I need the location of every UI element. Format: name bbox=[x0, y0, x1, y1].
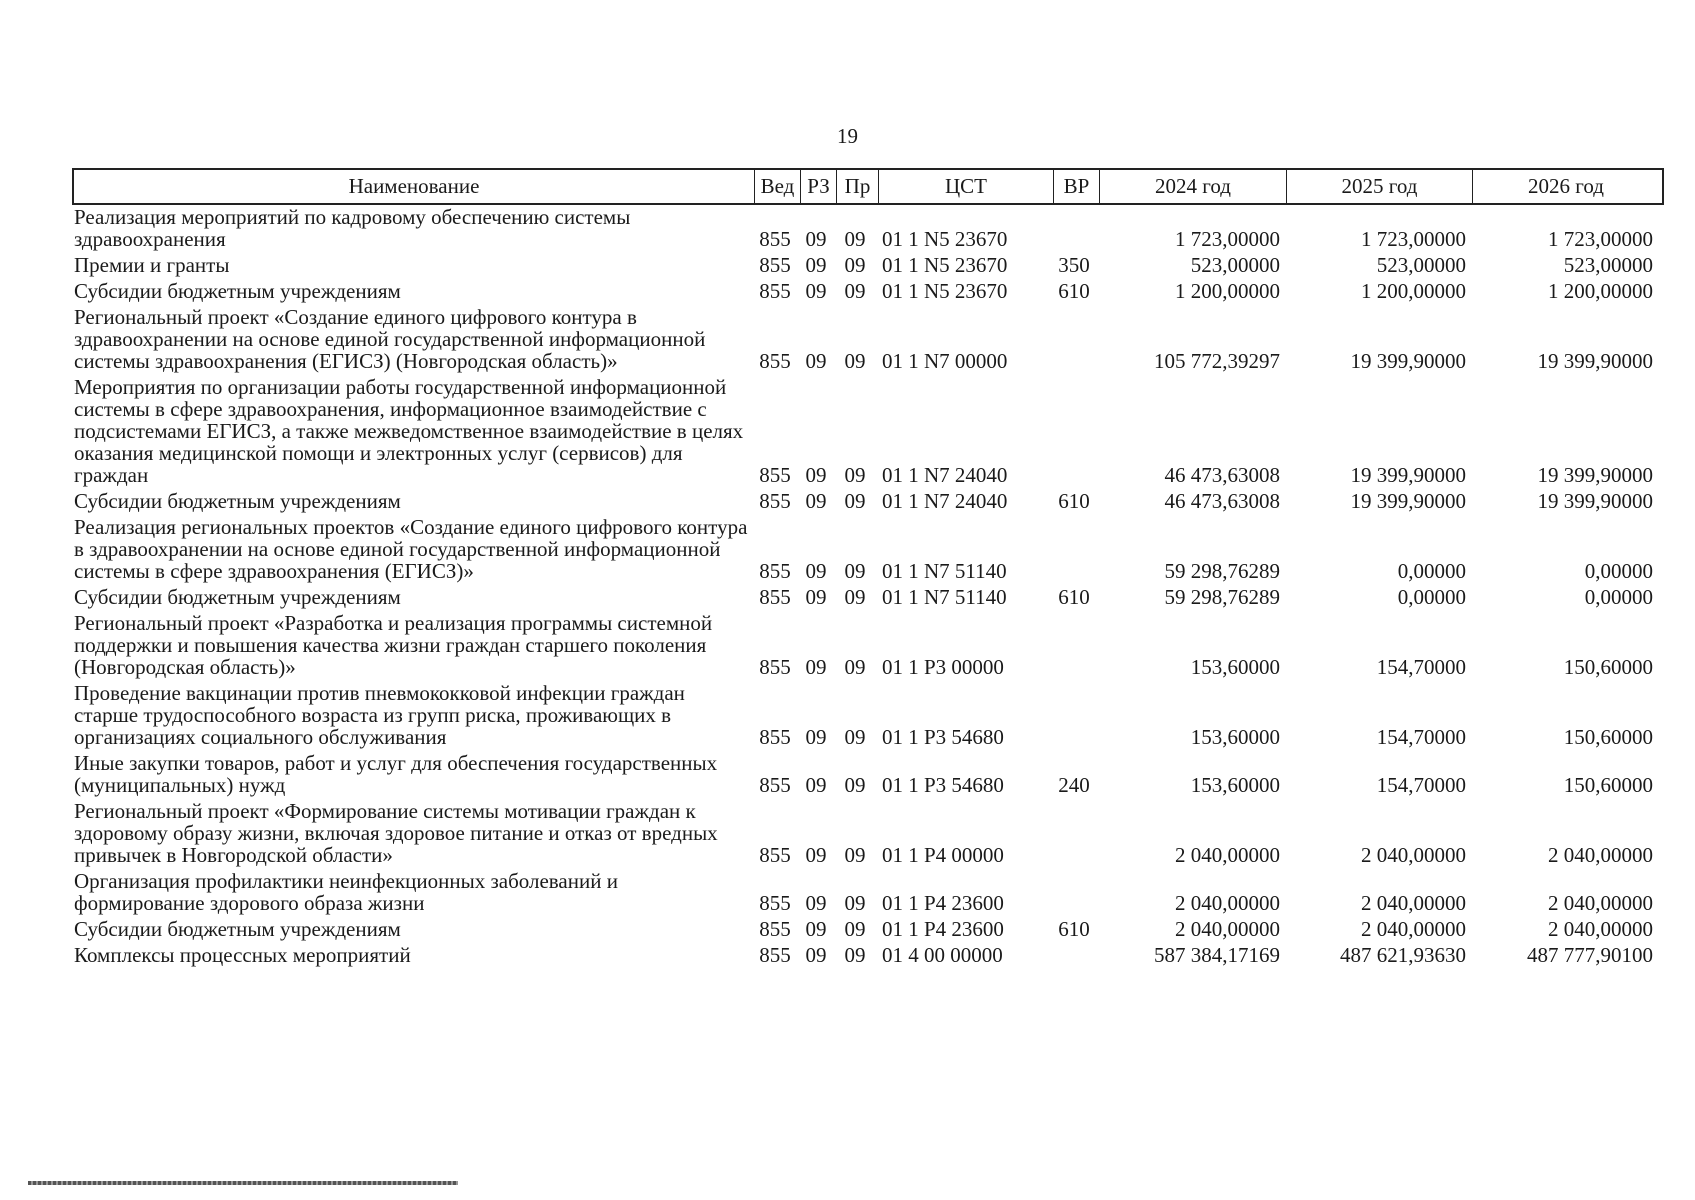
row-pr: 09 bbox=[844, 489, 866, 513]
row-vr: 610 bbox=[1058, 489, 1090, 513]
row-pr: 09 bbox=[844, 917, 866, 941]
row-ved: 855 bbox=[759, 843, 791, 867]
row-2026: 2 040,00000 bbox=[1548, 891, 1653, 915]
row-rz: 09 bbox=[805, 489, 827, 513]
row-2025: 523,00000 bbox=[1376, 253, 1466, 277]
row-vr bbox=[1051, 612, 1097, 678]
row-rz: 09 bbox=[805, 253, 827, 277]
table-row bbox=[72, 612, 1664, 678]
row-pr: 09 bbox=[844, 725, 866, 749]
header-vr: ВР bbox=[1053, 170, 1099, 203]
row-rz: 09 bbox=[805, 943, 827, 967]
row-ved: 855 bbox=[759, 489, 791, 513]
row-2026: 19 399,90000 bbox=[1537, 463, 1653, 487]
row-rz: 09 bbox=[805, 227, 827, 251]
table-row bbox=[72, 586, 1664, 608]
row-rz: 09 bbox=[805, 773, 827, 797]
row-2025: 0,00000 bbox=[1397, 585, 1466, 609]
row-ved: 855 bbox=[759, 585, 791, 609]
row-2026: 487 777,90100 bbox=[1527, 943, 1653, 967]
row-2025: 154,70000 bbox=[1376, 773, 1466, 797]
header-2024: 2024 год bbox=[1099, 170, 1286, 203]
row-pr: 09 bbox=[844, 655, 866, 679]
row-ved: 855 bbox=[759, 655, 791, 679]
row-cst: 01 1 N7 00000 bbox=[882, 349, 1008, 373]
row-2024: 523,00000 bbox=[1190, 253, 1280, 277]
row-rz: 09 bbox=[805, 891, 827, 915]
row-2024: 1 723,00000 bbox=[1175, 227, 1280, 251]
row-ved: 855 bbox=[759, 559, 791, 583]
table-header bbox=[72, 168, 1664, 205]
table-row bbox=[72, 944, 1664, 966]
row-2025: 487 621,93630 bbox=[1340, 943, 1466, 967]
row-cst: 01 1 P4 23600 bbox=[882, 891, 1004, 915]
row-ved: 855 bbox=[759, 253, 791, 277]
row-2024: 46 473,63008 bbox=[1164, 489, 1280, 513]
row-pr: 09 bbox=[844, 891, 866, 915]
row-2025: 19 399,90000 bbox=[1350, 489, 1466, 513]
row-cst: 01 4 00 00000 bbox=[882, 943, 1003, 967]
row-name: Региональный проект «Разработка и реализация программы системной поддержки и повышения качества жизни граждан старшего поколения (Новгородская область)» bbox=[74, 611, 713, 679]
budget-table bbox=[72, 168, 1664, 966]
row-name: Комплексы процессных мероприятий bbox=[74, 943, 411, 967]
table-row bbox=[72, 254, 1664, 276]
row-vr bbox=[1051, 944, 1097, 966]
row-rz: 09 bbox=[805, 349, 827, 373]
row-2024: 2 040,00000 bbox=[1175, 891, 1280, 915]
row-pr: 09 bbox=[844, 463, 866, 487]
row-cst: 01 1 N7 24040 bbox=[882, 463, 1008, 487]
row-vr: 350 bbox=[1058, 253, 1090, 277]
row-name: Субсидии бюджетным учреждениям bbox=[74, 917, 401, 941]
row-vr bbox=[1051, 870, 1097, 914]
row-pr: 09 bbox=[844, 227, 866, 251]
header-2026: 2026 год bbox=[1472, 170, 1659, 203]
row-ved: 855 bbox=[759, 463, 791, 487]
row-2024: 46 473,63008 bbox=[1164, 463, 1280, 487]
row-name: Региональный проект «Создание единого цифрового контура в здравоохранении на основе единой государственной информационной системы здравоохранения (ЕГИСЗ) (Новгородская область)» bbox=[74, 305, 706, 373]
row-name: Субсидии бюджетным учреждениям bbox=[74, 279, 401, 303]
row-vr bbox=[1051, 800, 1097, 866]
row-cst: 01 1 P3 54680 bbox=[882, 725, 1004, 749]
row-pr: 09 bbox=[844, 349, 866, 373]
header-pr: Пр bbox=[836, 170, 878, 203]
row-pr: 09 bbox=[844, 559, 866, 583]
row-pr: 09 bbox=[844, 585, 866, 609]
row-name: Мероприятия по организации работы государственной информационной системы в сфере здравоохранения, информационное взаимодействие с подсистемами ЕГИСЗ, а также межведомственное взаимодействие в целях оказания медицинской помощи и электронных услуг (сервисов) для граждан bbox=[74, 375, 744, 487]
header-name: Наименование bbox=[348, 174, 480, 198]
row-2024: 153,60000 bbox=[1190, 655, 1280, 679]
table-row bbox=[72, 206, 1664, 250]
row-2026: 150,60000 bbox=[1563, 773, 1653, 797]
row-2026: 150,60000 bbox=[1563, 655, 1653, 679]
row-2026: 19 399,90000 bbox=[1537, 489, 1653, 513]
row-cst: 01 1 N5 23670 bbox=[882, 227, 1008, 251]
row-name: Проведение вакцинации против пневмококковой инфекции граждан старше трудоспособного возраста из групп риска, проживающих в организациях социального обслуживания bbox=[74, 681, 685, 749]
row-2024: 153,60000 bbox=[1190, 725, 1280, 749]
row-rz: 09 bbox=[805, 585, 827, 609]
row-name: Реализация мероприятий по кадровому обеспечению системы здравоохранения bbox=[74, 205, 631, 251]
row-2025: 19 399,90000 bbox=[1350, 463, 1466, 487]
row-2024: 2 040,00000 bbox=[1175, 917, 1280, 941]
row-name: Субсидии бюджетным учреждениям bbox=[74, 585, 401, 609]
header-cst: ЦСТ bbox=[878, 170, 1053, 203]
row-2026: 2 040,00000 bbox=[1548, 917, 1653, 941]
table-row bbox=[72, 490, 1664, 512]
row-cst: 01 1 P4 00000 bbox=[882, 843, 1004, 867]
row-2026: 19 399,90000 bbox=[1537, 349, 1653, 373]
table-row bbox=[72, 280, 1664, 302]
row-2024: 59 298,76289 bbox=[1164, 559, 1280, 583]
table-row bbox=[72, 376, 1664, 486]
table-body bbox=[72, 206, 1664, 966]
row-pr: 09 bbox=[844, 943, 866, 967]
row-pr: 09 bbox=[844, 279, 866, 303]
header-ved: Вед bbox=[754, 170, 800, 203]
row-2024: 587 384,17169 bbox=[1154, 943, 1280, 967]
row-2025: 1 200,00000 bbox=[1361, 279, 1466, 303]
row-2024: 59 298,76289 bbox=[1164, 585, 1280, 609]
row-vr bbox=[1051, 206, 1097, 250]
row-name: Региональный проект «Формирование системы мотивации граждан к здоровому образу жизни, включая здоровое питание и отказ от вредных привычек в Новгородской области» bbox=[74, 799, 718, 867]
row-ved: 855 bbox=[759, 917, 791, 941]
row-ved: 855 bbox=[759, 891, 791, 915]
row-vr bbox=[1051, 306, 1097, 372]
scan-edge-line bbox=[28, 1181, 458, 1185]
row-cst: 01 1 P3 00000 bbox=[882, 655, 1004, 679]
row-cst: 01 1 N7 51140 bbox=[882, 559, 1007, 583]
row-2026: 1 723,00000 bbox=[1548, 227, 1653, 251]
row-pr: 09 bbox=[844, 773, 866, 797]
row-2024: 105 772,39297 bbox=[1154, 349, 1280, 373]
row-vr: 610 bbox=[1058, 917, 1090, 941]
row-ved: 855 bbox=[759, 773, 791, 797]
row-2026: 2 040,00000 bbox=[1548, 843, 1653, 867]
row-vr bbox=[1051, 682, 1097, 748]
row-vr: 610 bbox=[1058, 585, 1090, 609]
row-ved: 855 bbox=[759, 725, 791, 749]
row-rz: 09 bbox=[805, 917, 827, 941]
row-rz: 09 bbox=[805, 725, 827, 749]
row-cst: 01 1 N5 23670 bbox=[882, 279, 1008, 303]
table-row bbox=[72, 306, 1664, 372]
row-vr: 610 bbox=[1058, 279, 1090, 303]
row-2026: 523,00000 bbox=[1563, 253, 1653, 277]
row-name: Субсидии бюджетным учреждениям bbox=[74, 489, 401, 513]
row-2024: 2 040,00000 bbox=[1175, 843, 1280, 867]
row-name: Реализация региональных проектов «Создание единого цифрового контура в здравоохранении на основе единой государственной информационной системы в сфере здравоохранения (ЕГИСЗ)» bbox=[74, 515, 748, 583]
page-number: 19 bbox=[837, 124, 858, 148]
row-name: Организация профилактики неинфекционных заболеваний и формирование здорового образа жизни bbox=[74, 869, 618, 915]
row-rz: 09 bbox=[805, 279, 827, 303]
row-2024: 1 200,00000 bbox=[1175, 279, 1280, 303]
row-2025: 2 040,00000 bbox=[1361, 891, 1466, 915]
row-2025: 0,00000 bbox=[1397, 559, 1466, 583]
table-row bbox=[72, 516, 1664, 582]
row-rz: 09 bbox=[805, 559, 827, 583]
row-pr: 09 bbox=[844, 843, 866, 867]
row-cst: 01 1 P4 23600 bbox=[882, 917, 1004, 941]
table-row bbox=[72, 870, 1664, 914]
row-2025: 2 040,00000 bbox=[1361, 917, 1466, 941]
row-ved: 855 bbox=[759, 349, 791, 373]
row-2026: 0,00000 bbox=[1584, 559, 1653, 583]
row-rz: 09 bbox=[805, 463, 827, 487]
row-cst: 01 1 N7 24040 bbox=[882, 489, 1008, 513]
header-2025: 2025 год bbox=[1286, 170, 1472, 203]
row-ved: 855 bbox=[759, 227, 791, 251]
table-row bbox=[72, 800, 1664, 866]
row-2024: 153,60000 bbox=[1190, 773, 1280, 797]
row-name: Премии и гранты bbox=[74, 253, 230, 277]
row-ved: 855 bbox=[759, 943, 791, 967]
table-row bbox=[72, 918, 1664, 940]
row-rz: 09 bbox=[805, 655, 827, 679]
row-name: Иные закупки товаров, работ и услуг для обеспечения государственных (муниципальных) нужд bbox=[74, 751, 718, 797]
row-cst: 01 1 P3 54680 bbox=[882, 773, 1004, 797]
header-rz: РЗ bbox=[800, 170, 836, 203]
table-row bbox=[72, 752, 1664, 796]
row-vr: 240 bbox=[1058, 773, 1090, 797]
row-2026: 1 200,00000 bbox=[1548, 279, 1653, 303]
row-2025: 154,70000 bbox=[1376, 655, 1466, 679]
row-pr: 09 bbox=[844, 253, 866, 277]
table-row bbox=[72, 682, 1664, 748]
row-rz: 09 bbox=[805, 843, 827, 867]
row-2025: 19 399,90000 bbox=[1350, 349, 1466, 373]
row-2025: 2 040,00000 bbox=[1361, 843, 1466, 867]
row-vr bbox=[1051, 376, 1097, 486]
row-2026: 150,60000 bbox=[1563, 725, 1653, 749]
row-vr bbox=[1051, 516, 1097, 582]
row-cst: 01 1 N5 23670 bbox=[882, 253, 1008, 277]
row-ved: 855 bbox=[759, 279, 791, 303]
row-2025: 1 723,00000 bbox=[1361, 227, 1466, 251]
row-2026: 0,00000 bbox=[1584, 585, 1653, 609]
row-cst: 01 1 N7 51140 bbox=[882, 585, 1007, 609]
row-2025: 154,70000 bbox=[1376, 725, 1466, 749]
